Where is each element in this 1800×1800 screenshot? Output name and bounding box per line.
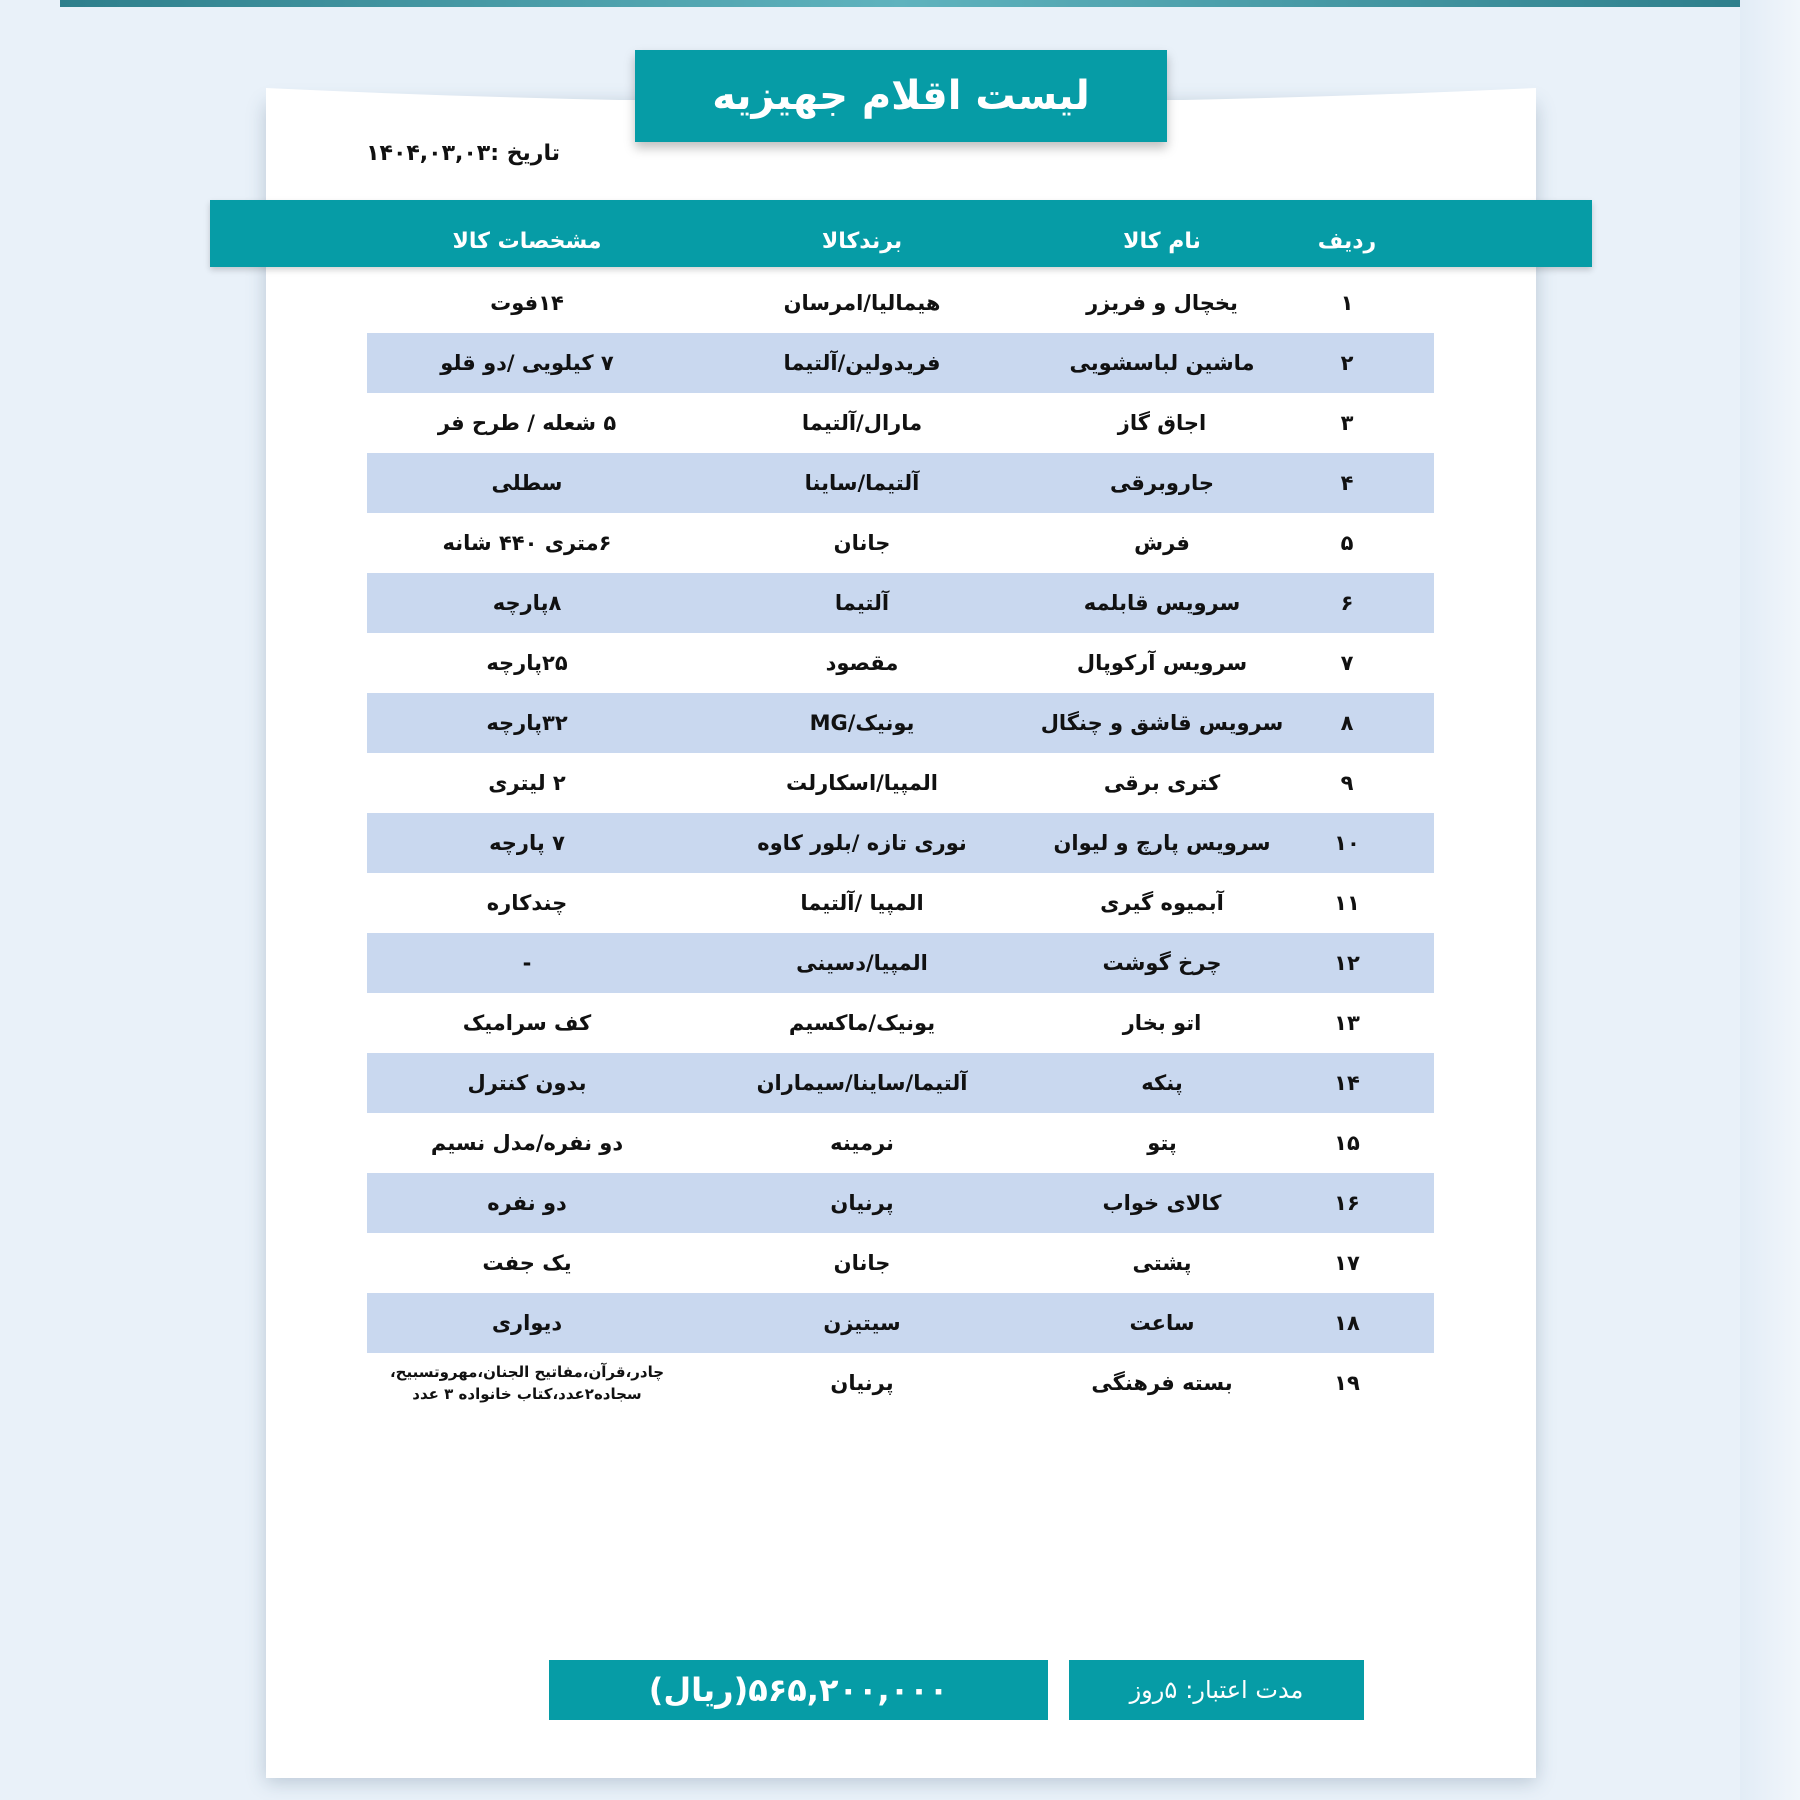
item-name: جاروبرقی: [1109, 471, 1215, 495]
right-background-panel: [1740, 0, 1800, 1800]
item-brand: پرنیان: [830, 1191, 894, 1215]
table-row: [367, 813, 1434, 873]
row-index: ۸: [1340, 711, 1354, 735]
item-name: فرش: [1134, 531, 1190, 555]
item-name: ماشین لباسشویی: [1069, 351, 1255, 375]
table-row: [367, 333, 1434, 393]
row-index: ۵: [1340, 531, 1354, 555]
row-index: ۱۱: [1334, 891, 1360, 915]
header-index: ردیف: [1317, 229, 1377, 254]
document-date: [300, 134, 560, 174]
item-name: سرویس آرکوپال: [1076, 651, 1248, 675]
item-brand: جانان: [833, 531, 891, 555]
item-spec: بدون کنترل: [467, 1071, 587, 1095]
item-brand: یونیک/ماکسیم: [788, 1011, 936, 1035]
header-name: نام کالا: [1123, 229, 1201, 254]
row-index: ۹: [1340, 771, 1354, 795]
item-spec: دیواری: [491, 1311, 563, 1335]
table-row: [367, 633, 1434, 693]
item-brand: نوری تازه /بلور کاوه: [757, 831, 967, 855]
row-index: ۱۲: [1334, 951, 1360, 975]
row-index: ۱۴: [1334, 1071, 1360, 1095]
item-spec: کف سرامیک: [462, 1011, 592, 1035]
item-name: ساعت: [1129, 1311, 1195, 1335]
item-name: بسته فرهنگی: [1091, 1371, 1233, 1395]
table-row: [367, 1353, 1434, 1413]
item-brand: فریدولین/آلتیما: [783, 351, 941, 375]
item-brand: یونیک/MG: [809, 711, 915, 735]
table-row: [367, 693, 1434, 753]
table-header: [210, 200, 1592, 267]
item-spec: ۲ لیتری: [488, 771, 566, 795]
item-brand: مقصود: [825, 651, 899, 675]
item-spec: چندکاره: [486, 891, 568, 915]
item-name: اجاق گاز: [1117, 411, 1207, 435]
item-brand: مارال/آلتیما: [801, 411, 923, 435]
row-index: ۷: [1340, 651, 1354, 675]
item-brand: المپیا/اسکارلت: [785, 771, 938, 795]
row-index: ۳: [1340, 411, 1354, 435]
item-spec: ۳۲پارچه: [486, 711, 568, 735]
row-index: ۱۷: [1334, 1251, 1360, 1275]
total-price: ۵۶۵,۲۰۰,۰۰۰(ریال): [549, 1660, 1048, 1720]
row-index: ۱۵: [1334, 1131, 1360, 1155]
row-index: ۶: [1340, 591, 1354, 615]
item-spec: ۱۴فوت: [490, 291, 564, 315]
item-name: چرخ گوشت: [1102, 951, 1222, 975]
table-row: [367, 1053, 1434, 1113]
table-row: [367, 1113, 1434, 1173]
row-index: ۲: [1340, 351, 1354, 375]
item-name: سرویس پارچ و لیوان: [1053, 831, 1271, 855]
item-brand: هیمالیا/امرسان: [783, 291, 941, 315]
header-spec: مشخصات کالا: [452, 229, 602, 254]
item-spec: ۸پارچه: [492, 591, 562, 615]
item-name: پنکه: [1141, 1071, 1183, 1095]
item-name: اتو بخار: [1122, 1011, 1202, 1035]
row-index: ۱۰: [1334, 831, 1360, 855]
item-spec: دو نفره: [487, 1191, 567, 1215]
row-index: ۱۹: [1334, 1371, 1360, 1395]
item-spec: ۲۵پارچه: [486, 651, 568, 675]
table-row: [367, 1173, 1434, 1233]
item-name: پشتی: [1132, 1251, 1192, 1275]
item-brand: پرنیان: [830, 1371, 894, 1395]
item-spec: ۵ شعله / طرح فر: [437, 411, 617, 435]
item-name: پتو: [1147, 1131, 1177, 1155]
table-row: [367, 393, 1434, 453]
item-spec: یک جفت: [482, 1251, 572, 1275]
validity-value: ۵روز: [1129, 1676, 1178, 1704]
header-brand: برندکالا: [821, 229, 903, 254]
row-index: ۱۳: [1334, 1011, 1360, 1035]
item-brand: المپیا /آلتیما: [800, 891, 924, 915]
table-row: [367, 1233, 1434, 1293]
top-decorative-strip: [60, 0, 1740, 7]
table-row: [367, 993, 1434, 1053]
row-index: ۱۸: [1334, 1311, 1360, 1335]
row-index: ۱۶: [1334, 1191, 1360, 1215]
row-index: ۴: [1340, 471, 1354, 495]
table-row: [367, 453, 1434, 513]
item-name: کالای خواب: [1102, 1191, 1222, 1215]
item-brand: المپیا/دسینی: [796, 951, 928, 975]
item-spec: سطلی: [491, 471, 563, 495]
page-title: لیست اقلام جهیزیه: [635, 50, 1167, 142]
table-row: [367, 933, 1434, 993]
item-spec: چادر،قرآن،مفاتیح الجنان،مهروتسبیح، سجاده۲عدد،کتاب خانواده ۳ عدد: [389, 1363, 665, 1403]
validity-box: [1069, 1660, 1364, 1720]
table-row: [367, 273, 1434, 333]
item-name: سرویس قاشق و چنگال: [1040, 711, 1284, 735]
validity-label: مدت اعتبار:: [1185, 1676, 1304, 1704]
item-spec: ۷ پارچه: [489, 831, 565, 855]
item-brand: آلتیما/ساینا/سیماران: [756, 1071, 968, 1095]
row-index: ۱: [1340, 291, 1354, 315]
table-row: [367, 1293, 1434, 1353]
table-row: [367, 513, 1434, 573]
item-spec: ۶متری ۴۴۰ شانه: [442, 531, 612, 555]
item-spec: دو نفره/مدل نسیم: [430, 1131, 624, 1155]
table-row: [367, 873, 1434, 933]
item-brand: آلتیما: [834, 591, 890, 615]
table-row: [367, 573, 1434, 633]
date-label: تاریخ :: [490, 141, 560, 166]
item-brand: آلتیما/ساینا: [804, 471, 920, 495]
item-brand: جانان: [833, 1251, 891, 1275]
table-row: [367, 753, 1434, 813]
item-name: آبمیوه گیری: [1100, 891, 1224, 915]
date-value: ۱۴۰۴,۰۳,۰۳: [366, 141, 491, 166]
item-name: یخچال و فریزر: [1086, 291, 1238, 315]
item-brand: نرمینه: [830, 1131, 894, 1155]
item-spec: -: [522, 951, 532, 975]
item-name: کتری برقی: [1103, 771, 1221, 795]
item-name: سرویس قابلمه: [1083, 591, 1241, 615]
item-spec: ۷ کیلویی /دو قلو: [440, 351, 614, 375]
item-brand: سیتیزن: [823, 1311, 901, 1335]
